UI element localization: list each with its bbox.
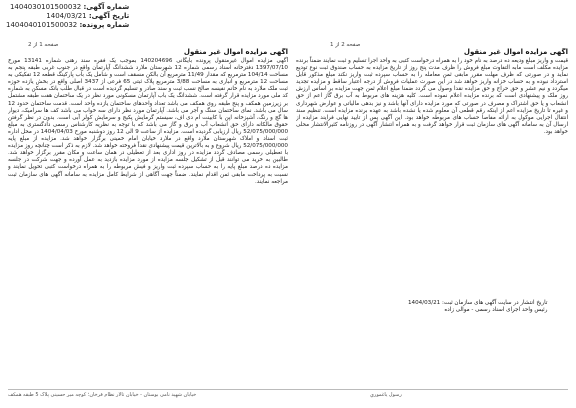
publish-date-line: تاریخ انتشار در سایت آگهی های سازمان ثبت: 1404/03/21 (408, 300, 548, 306)
page-number-left: صفحه 1 از 2 (28, 42, 59, 48)
meta-row (6, 21, 129, 30)
meta-row (6, 12, 129, 21)
meta-key: شماره پرونده: (79, 21, 130, 29)
right-column-body: قیمت و واریز مبلغ ودیعه ده درصد به نام خود را به همراه درخواست کتبی به واحد اجرا تسلیم و ثبت نمایند ضمناً برنده مزایده مکلف است مابه التفاوت مبلغ فروش را ظرف مدت پنج روز از تاریخ مزایده به حساب صندوق ثبت نوع تودیع نماید و در صورتی که ظرف مهلت مقرر مابقی ثمن معامله را به حساب سپرده ثبت واریز نکند مبلغ مذکور قابل استرداد نبوده و به حساب خزانه واریز خواهد شد در این صورت عملیات فروش از درجه اعتبار ساقط و مزایده تجدید میگردد و نیم عشر و حق حراج و حق مزایده نقدا وصول می گردد ضمنا مبلغ اعلام ثمن جهت مزایده بر اساس ارزش روز ملک و پیشنهادی است که برنده مزایده اعلام نموده است. کلیه هزینه های مربوط به آب برق گاز اعم از حق انشعاب و یا حق اشتراک و مصرف در صورتی که مورد مزایده دارای آنها باشد و نیز بدهی مالیاتی و عوارض شهرداری و غیره تا تاریخ مزایده اعم از اینکه رقم قطعی آن معلوم شده یا نشده باشد به عهده برنده مزایده است. تنظیم سند انتقال اجرایی موکول به ارائه مفاصا حساب های مربوطه خواهد بود. این آگهی پس از تایید نهایی فرایند مزایده از ارسال آن به سامانه آگهی های سازمان ثبت قرار خواهد گرفت و به همراه انتشار آگهی در روزنامه کثیرالانتشار محلی خواهد بود. (296, 58, 568, 135)
meta-value: 1404/03/21 (46, 12, 87, 20)
footer-address: خیابان شهید نامی بوستان - خیابان تالار نظام فرخان؛ کوچه میر حسینی پلاک 5 طبقه همکف (8, 392, 197, 398)
left-column-body: آگهی مزایده اموال غیرمنقول پرونده بایگانی 140204696 بموجب یک فقره سند رهنی شماره 13141 مورخ 1397/07/10 دفترخانه اسناد رسمی شماره 12 شهرستان ملارد ششدانگ آپارتمان واقع در جنوب غربی طبقه پنجم به مساحت 104/14 مترمربع که مقدار 11/49 مترمربع آن بالکن مسقف است و شامل یک باب پارکینگ قطعه 12 تفکیکی به مساحت 12 مترمربع و انباری به مساحت 3/88 مترمربع پلاک ثبتی 65 فرعی از 3437 اصلی واقع در بخش یازده حوزه ثبت ملک ملارد به نام خانم نفیسه صالح نسب ثبت و سند صادر و تسلیم گردیده است در قبال طلب بانک مسکن به شماره کد ملی مورد مزایده قرار گرفته است. ششدانگ یک باب آپارتمان مسکونی مورد نظر در یک ساختمان هفت طبقه مشتمل بر زیرزمین همکف و پنج طبقه روی همکف می باشد تعداد واحدهای ساختمان یازده واحد است. قدمت ساختمان حدود 12 سال می باشد. نمای ساختمان سنگ و آجر می باشد. آپارتمان مورد نظر دارای سه خواب می باشد کف ها سرامیک، دیوار ها گچ و رنگ، آشپزخانه اپن با کابینت ام دی اف، سیستم گرمایش پکیج و سرمایش کولر آبی است. بدون در نظر گرفتن حقوق مالکانه دارای حق انشعاب آب و برق و گاز می باشد که با توجه به نظریه کارشناس رسمی دادگستری به مبلغ 52/075/000/000 ریال ارزیابی گردیده است. مزایده از ساعت 9 الی 12 روز دوشنبه مورخ 1404/04/03 در محل اداره ثبت اسناد و املاک شهرستان ملارد واقع در ملارد خیابان امام خمینی برگزار خواهد شد. مزایده از مبلغ پایه 52/075/000/000 ریال شروع و به بالاترین قیمت پیشنهادی نقداً فروخته خواهد شد. لازم به ذکر است چنانچه روز مزایده با تعطیلی رسمی مصادف گردد مزایده در روز اداری بعد از تعطیلی در همان ساعت و مکان مقرر برگزار خواهد شد. طالبین به خرید می توانند قبل از تشکیل جلسه مزایده از مورد مزایده بازدید به عمل آورده و جهت شرکت در جلسه مزایده ده درصد مبلغ پایه را به حساب سپرده ثبت واریز و فیش مربوطه را به همراه درخواست کتبی تحویل نمایند و نسبت به پرداخت مابقی ثمن اقدام نمایند. ضمناً جهت آگاهی از شرایط کامل مزایده به سامانه آگهی های سازمان ثبت مراجعه نمایند. (8, 58, 288, 185)
meta-value: 1404030101500032 (9, 3, 82, 11)
meta-row (6, 3, 129, 12)
signer-line: رئیس واحد اجرای اسناد رسمی - موالی زاده (444, 307, 548, 313)
page-number-right: صفحه 2 از 1 (330, 42, 361, 48)
notice-meta (6, 3, 129, 30)
signature-block (408, 300, 547, 314)
footer-name: رسول ياغموري (370, 392, 402, 398)
footer-divider (8, 389, 568, 390)
left-column (8, 48, 288, 400)
left-column-title: آگهی مزایده اموال غیر منقول (183, 48, 288, 56)
meta-value: 1404040101500032 (6, 21, 78, 29)
right-column (296, 48, 568, 338)
meta-key: تاریخ آگهی: (88, 12, 130, 20)
right-column-title: آگهی مزایده اموال غیر منقول (463, 48, 568, 56)
meta-key: شماره آگهی: (83, 3, 130, 11)
